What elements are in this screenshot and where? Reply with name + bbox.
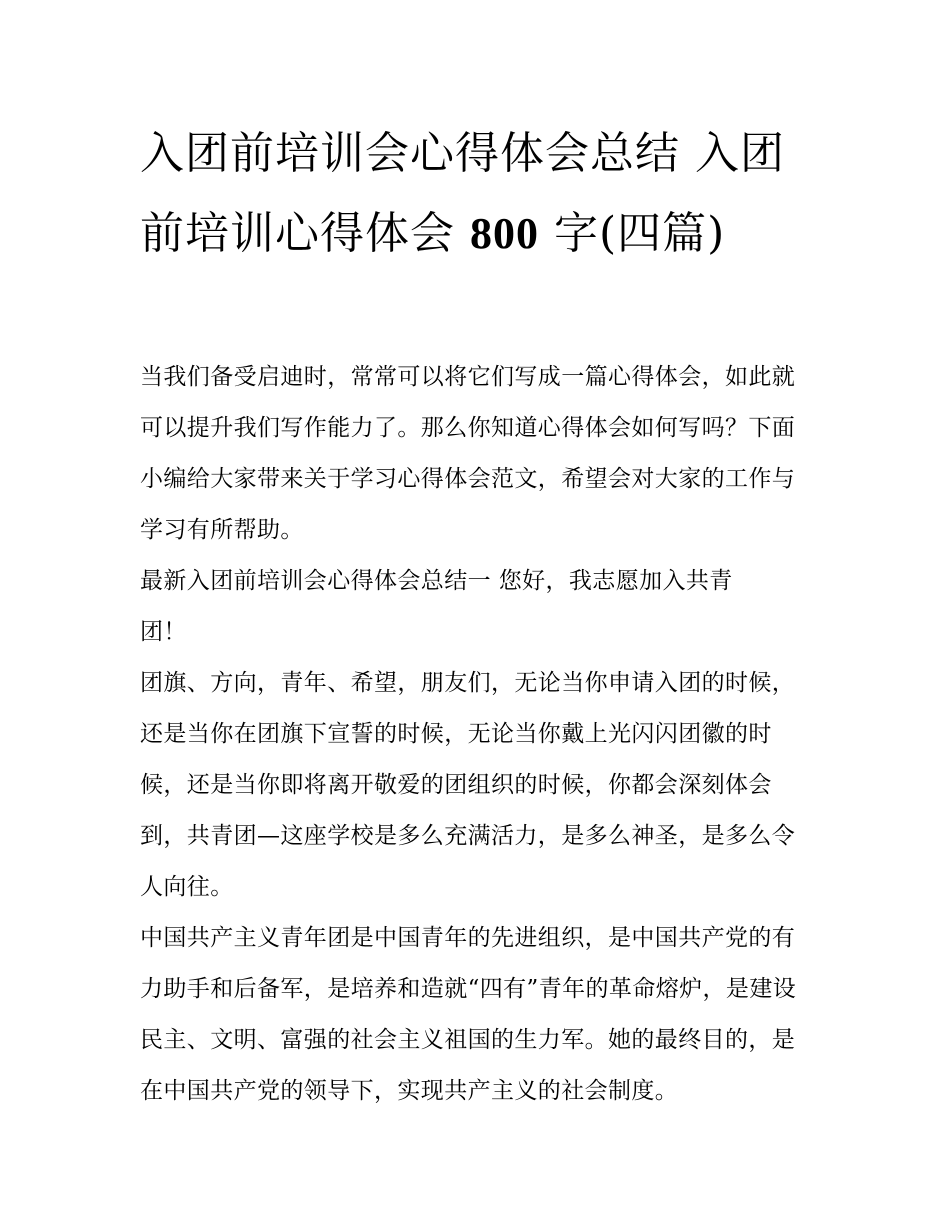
document-body bbox=[140, 352, 816, 1117]
section-heading-line: 最新入团前培训会心得体会总结一 您好，我志愿加入共青 bbox=[140, 568, 733, 594]
body-paragraph-league: 中国共产主义青年团是中国青年的先进组织，是中国共产党的有力助手和后备军，是培养和造就“四有”青年的革命熔炉，是建设民主、文明、富强的社会主义祖国的生力军。她的最终目的，是在中国共产党的领导下，实现共产主义的社会制度。 bbox=[140, 925, 797, 1104]
title-number: 800 bbox=[470, 209, 539, 258]
title-text-part2: 字(四篇) bbox=[539, 208, 726, 259]
document-title bbox=[140, 114, 820, 274]
body-paragraph-flag: 团旗、方向，青年、希望，朋友们，无论当你申请入团的时候，还是当你在团旗下宣誓的时候，无论当你戴上光闪闪团徽的时候，还是当你即将离开敬爱的团组织的时候，你都会深刻体会到，共青团—这座学校是多么充满活力，是多么神圣，是多么令人向往。 bbox=[140, 670, 796, 900]
intro-paragraph: 当我们备受启迪时，常常可以将它们写成一篇心得体会，如此就可以提升我们写作能力了。那么你知道心得体会如何写吗？下面小编给大家带来关于学习心得体会范文，希望会对大家的工作与学习有所帮助。 bbox=[140, 364, 796, 543]
title-text-part1: 入团前培训会心得体会总结 入团前培训心得体会 bbox=[140, 128, 785, 259]
section-heading-continuation: 团！ bbox=[140, 619, 187, 645]
